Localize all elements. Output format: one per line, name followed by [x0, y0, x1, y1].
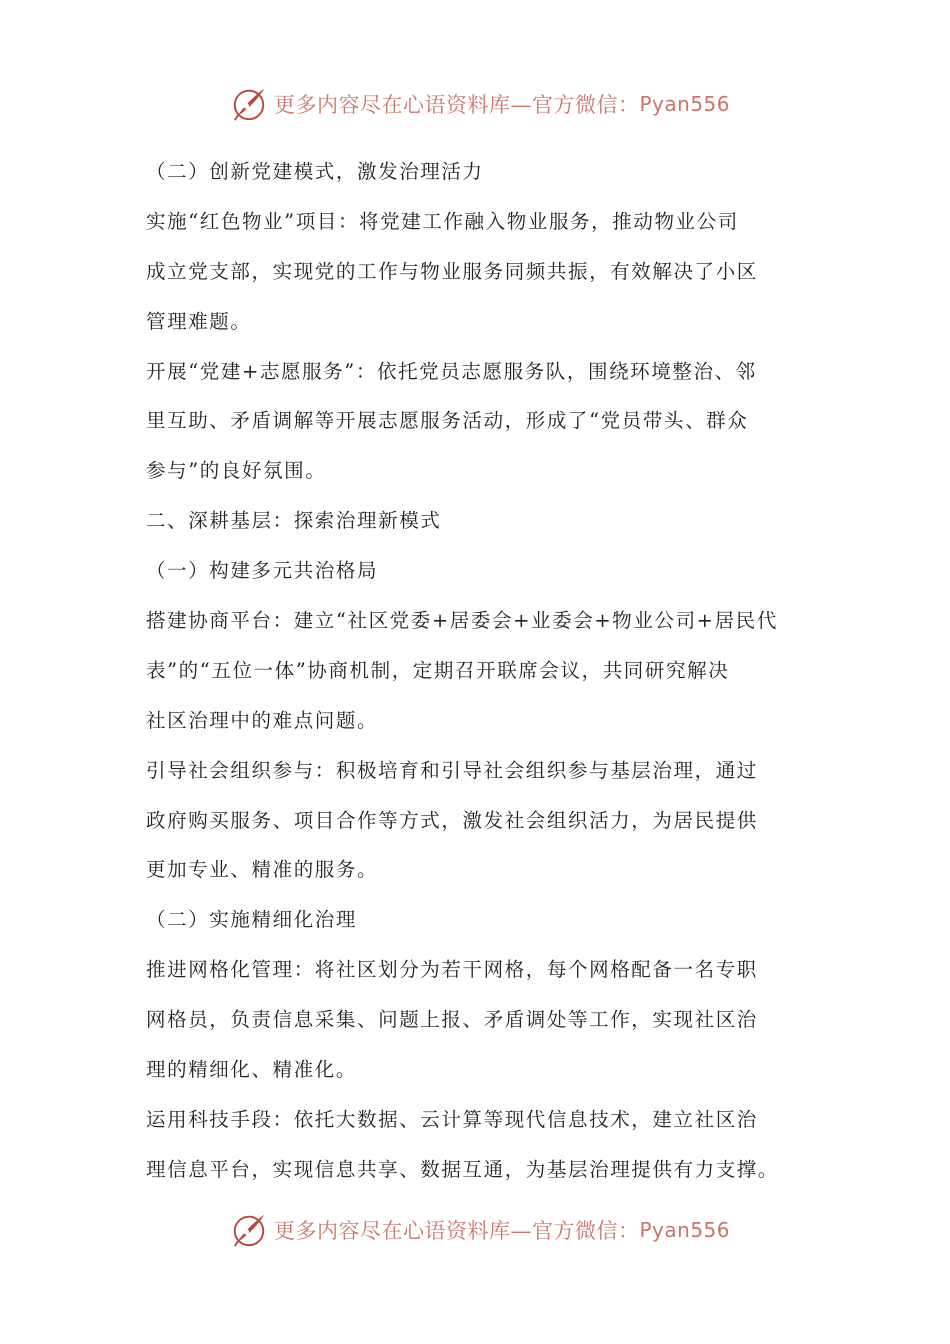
document-body	[146, 147, 806, 1195]
paragraph-line: 推进网格化管理：将社区划分为若干网格，每个网格配备一名专职	[146, 958, 758, 982]
paragraph-line: 开展“党建+志愿服务”：依托党员志愿服务队，围绕环境整治、邻	[146, 359, 757, 383]
paragraph-line: 社区治理中的难点问题。	[146, 708, 379, 732]
paragraph-line: 里互助、矛盾调解等开展志愿服务活动，形成了“党员带头、群众	[146, 409, 749, 433]
paragraph-line: 成立党支部，实现党的工作与物业服务同频共振，有效解决了小区	[146, 259, 758, 283]
header-banner	[230, 82, 750, 126]
section-heading: （二）实施精细化治理	[146, 908, 358, 932]
banner-text: 更多内容尽在心语资料库—官方微信：	[274, 93, 640, 117]
wechat-id: Pyan556	[639, 1218, 731, 1242]
paragraph-line: 理的精细化、精准化。	[146, 1058, 358, 1082]
paragraph-line: 更加专业、精准的服务。	[146, 858, 379, 882]
quill-pen-logo-icon	[230, 85, 268, 123]
paragraph-line: 实施“红色物业”项目：将党建工作融入物业服务，推动物业公司	[146, 209, 739, 233]
paragraph-line: 政府购买服务、项目合作等方式，激发社会组织活力，为居民提供	[146, 808, 758, 832]
footer-banner	[230, 1208, 750, 1252]
paragraph-line: 运用科技手段：依托大数据、云计算等现代信息技术，建立社区治	[146, 1107, 758, 1131]
paragraph-line: 表”的“五位一体”协商机制，定期召开联席会议，共同研究解决	[146, 658, 730, 682]
quill-pen-logo-icon	[230, 1211, 268, 1249]
paragraph-line: 管理难题。	[146, 309, 252, 333]
paragraph-line: 网格员，负责信息采集、问题上报、矛盾调处等工作，实现社区治	[146, 1008, 758, 1032]
paragraph-line: 理信息平台，实现信息共享、数据互通，为基层治理提供有力支撑。	[146, 1157, 780, 1181]
paragraph-line: 搭建协商平台：建立“社区党委+居委会+业委会+物业公司+居民代	[146, 609, 778, 633]
section-heading: （一）构建多元共治格局	[146, 559, 379, 583]
banner-text: 更多内容尽在心语资料库—官方微信：	[274, 1219, 640, 1243]
paragraph-line: 参与”的良好氛围。	[146, 459, 327, 483]
chapter-heading: 二、深耕基层：探索治理新模式	[146, 509, 442, 533]
section-heading: （二）创新党建模式，激发治理活力	[146, 160, 484, 183]
paragraph-line: 引导社会组织参与：积极培育和引导社会组织参与基层治理，通过	[146, 758, 758, 782]
wechat-id: Pyan556	[639, 92, 731, 116]
